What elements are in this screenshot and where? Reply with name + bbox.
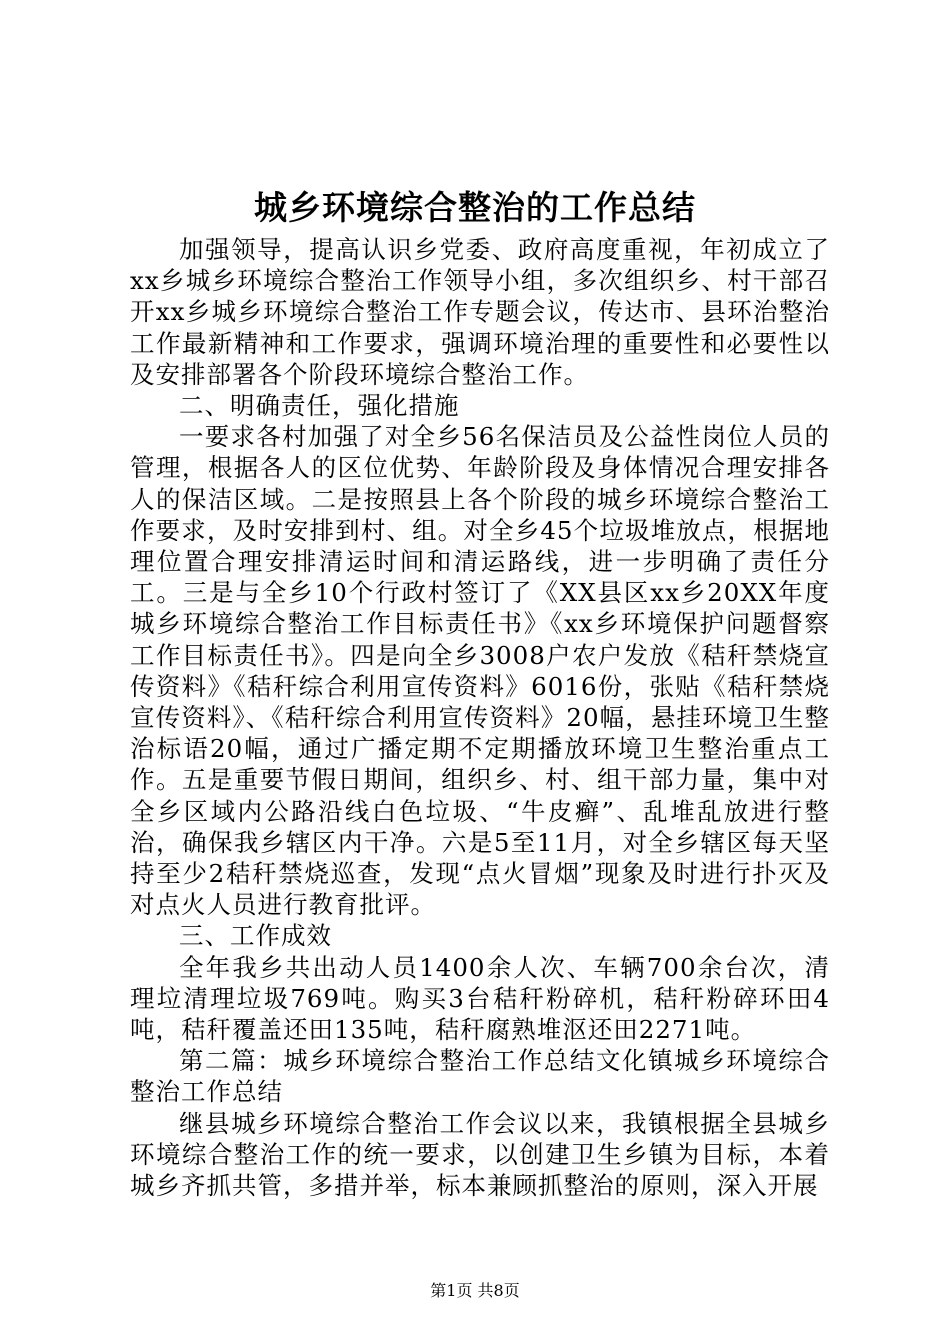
paragraph-3: 全年我乡共出动人员1400余人次、车辆700余台次，清理垃清理垃圾769吨。购买3台秸秆粉碎机，秸秆粉碎环田4吨，秸秆覆盖还田135吨，秸秆腐熟堆沤还田2271吨。 xyxy=(130,952,830,1045)
document-body xyxy=(130,234,830,1201)
document-title: 城乡环境综合整治的工作总结 xyxy=(254,188,696,227)
paragraph-4: 继县城乡环境综合整治工作会议以来，我镇根据全县城乡环境综合整治工作的统一要求，以创建卫生乡镇为目标，本着城乡齐抓共管，多措并举，标本兼顾抓整治的原则，深入开展 xyxy=(130,1108,830,1201)
chapter-heading-2: 第二篇：城乡环境综合整治工作总结文化镇城乡环境综合整治工作总结 xyxy=(130,1046,830,1107)
section-heading-3: 三、工作成效 xyxy=(179,921,332,951)
page-footer: 第1页 共8页 xyxy=(430,1281,520,1300)
paragraph-2: 一要求各村加强了对全乡56名保洁员及公益性岗位人员的管理，根据各人的区位优势、年龄阶段及身体情况合理安排各人的保洁区域。二是按照县上各个阶段的城乡环境综合整治工作要求，及时安排到村、组。对全乡45个垃圾堆放点，根据地理位置合理安排清运时间和清运路线，进一步明确了责任分工。三是与全乡10个行政村签订了《XX县区xx乡20XX年度城乡环境综合整治工作目标责任书》《xx乡环境保护问题督察工作目标责任书》。四是向全乡3008户农户发放《秸秆禁烧宣传资料》《秸秆综合利用宣传资料》6016份，张贴《秸秆禁烧宣传资料》、《秸秆综合利用宣传资料》20幅，悬挂环境卫生整治标语20幅，通过广播定期不定期播放环境卫生整治重点工作。五是重要节假日期间，组织乡、村、组干部力量，集中对全乡区域内公路沿线白色垃圾、“牛皮癣”、乱堆乱放进行整治，确保我乡辖区内干净。六是5至11月，对全乡辖区每天坚持至少2秸秆禁烧巡查，发现“点火冒烟”现象及时进行扑灭及对点火人员进行教育批评。 xyxy=(130,422,830,920)
section-heading-2: 二、明确责任，强化措施 xyxy=(179,391,460,421)
paragraph-1: 加强领导，提高认识乡党委、政府高度重视，年初成立了xx乡城乡环境综合整治工作领导小组，多次组织乡、村干部召开xx乡城乡环境综合整治工作专题会议，传达市、县环治整治工作最新精神和工作要求，强调环境治理的重要性和必要性以及安排部署各个阶段环境综合整治工作。 xyxy=(130,235,830,389)
